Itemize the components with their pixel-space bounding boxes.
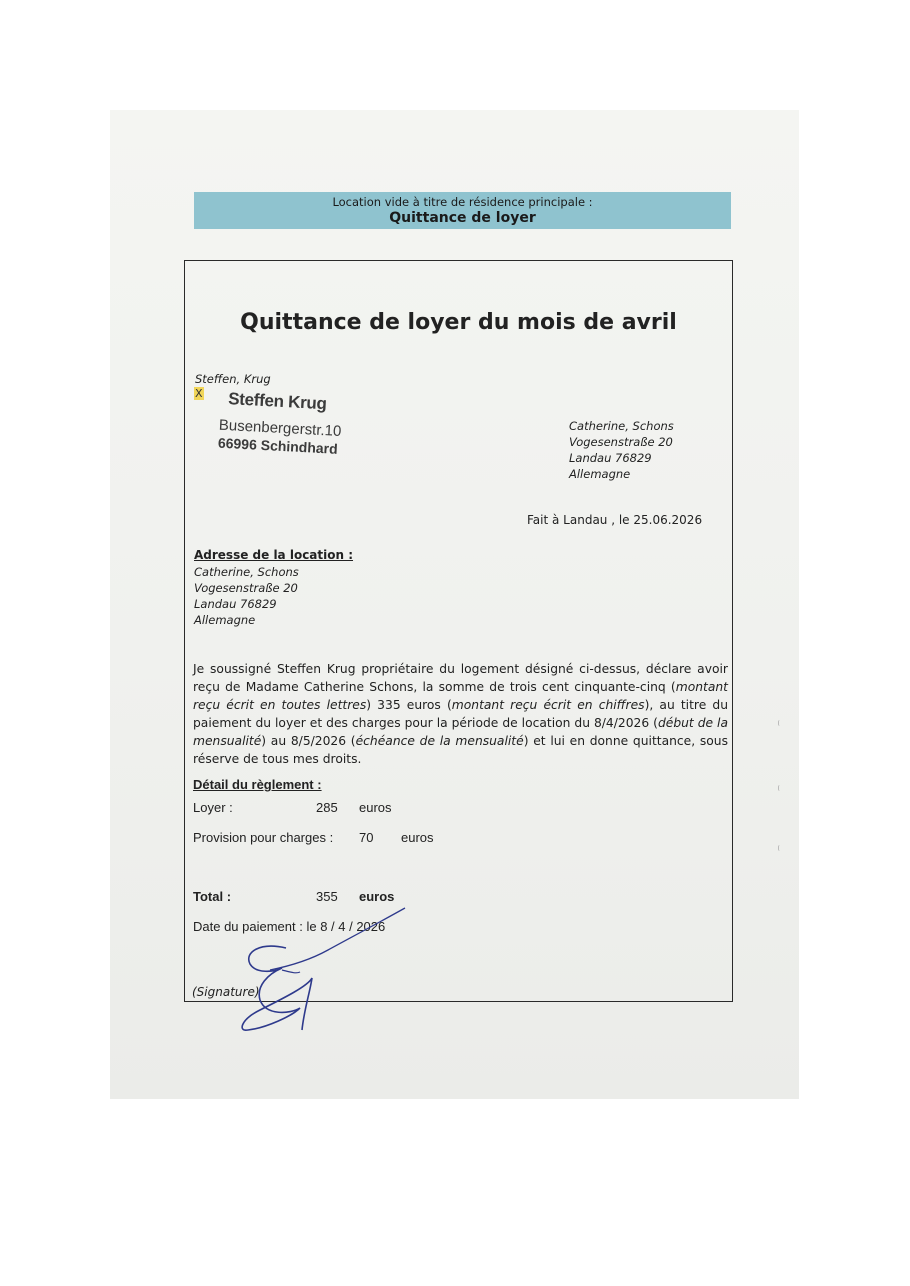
location-address — [194, 564, 299, 628]
owner-stamp — [211, 386, 354, 463]
stamp-street: Busenbergerstr.10 — [218, 416, 342, 441]
stamp-city: 66996 Schindhard — [217, 434, 339, 457]
header-band — [194, 192, 731, 229]
paper-mark — [778, 845, 782, 851]
stamp-name: Steffen Krug — [227, 389, 328, 414]
payment-date: Date du paiement : le 8 / 4 / 2026 — [193, 919, 386, 934]
receipt-title: Quittance de loyer du mois de avril — [240, 310, 677, 335]
declaration-text-1: Je soussigné Steffen Krug propriétaire du logement désigné ci-dessus, déclare avoir reçu de Madame Catherine Schons, la somme de trois cent cinquante-cinq ( — [193, 662, 728, 694]
signature-label: (Signature) — [192, 985, 260, 999]
tenant-country: Allemagne — [569, 467, 631, 481]
declaration-text-4: ) au 8/5/2026 ( — [261, 734, 356, 748]
place-date: Fait à Landau , le 25.06.2026 — [527, 513, 703, 527]
declaration-italic-4: échéance de la mensualité — [355, 734, 524, 748]
rent-label: Loyer : — [193, 800, 233, 815]
paper-mark — [778, 720, 782, 726]
declaration-italic-2: montant reçu écrit en chiffres — [451, 698, 645, 712]
tenant-address — [569, 418, 674, 482]
tenant-city: Landau 76829 — [569, 451, 652, 465]
charges-unit: euros — [401, 830, 434, 845]
declaration-text-5: ) et lui en donne quittance, sous réserve de tous mes droits. — [193, 734, 728, 766]
location-name: Catherine, Schons — [194, 565, 299, 579]
total-label: Total : — [193, 889, 232, 904]
charges-label: Provision pour charges : — [193, 830, 334, 845]
header-title: Quittance de loyer — [389, 210, 536, 226]
location-country: Allemagne — [194, 613, 256, 627]
location-street: Vogesenstraße 20 — [194, 581, 298, 595]
total-value: 355 — [316, 889, 338, 904]
declaration-paragraph — [193, 660, 728, 768]
tenant-street: Vogesenstraße 20 — [569, 435, 673, 449]
payment-detail-heading: Détail du règlement : — [193, 777, 322, 792]
rent-unit: euros — [359, 800, 392, 815]
location-city: Landau 76829 — [194, 597, 277, 611]
tenant-name: Catherine, Schons — [569, 419, 674, 433]
declaration-text-3: ), au titre du paiement du loyer et des charges pour la période de location du 8/4/2026 ( — [193, 698, 728, 730]
rent-value: 285 — [316, 800, 338, 815]
owner-name: Steffen, Krug — [195, 372, 271, 386]
declaration-italic-1: montant reçu écrit en toutes lettres — [193, 680, 728, 712]
header-subtitle: Location vide à titre de résidence principale : — [332, 195, 593, 209]
paper-mark — [778, 785, 782, 791]
location-heading: Adresse de la location : — [194, 548, 354, 562]
handwritten-signature — [230, 900, 420, 1040]
declaration-italic-3: début de la mensualité — [193, 716, 728, 748]
declaration-text-2: ) 335 euros ( — [366, 698, 452, 712]
charges-value: 70 — [359, 830, 374, 845]
total-unit: euros — [359, 889, 395, 904]
highlight-mark: X — [195, 387, 203, 400]
